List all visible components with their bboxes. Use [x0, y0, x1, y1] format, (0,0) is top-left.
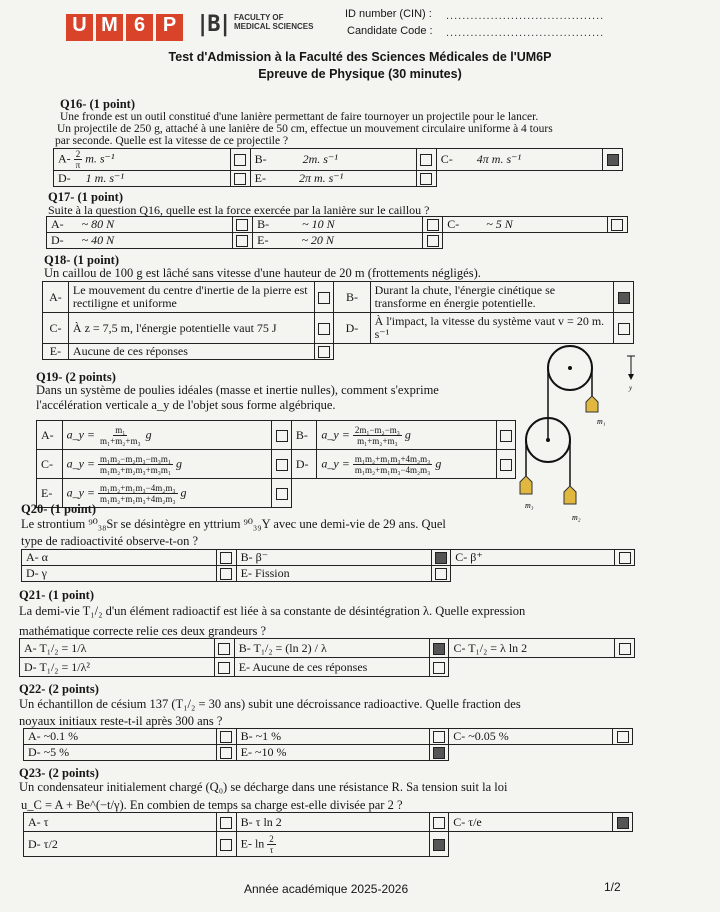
q17-checkbox-d[interactable] [232, 233, 252, 249]
q21-header: Q21- (1 point) [19, 588, 94, 602]
candidate-code-field[interactable]: ....................................... [446, 27, 605, 39]
q21-checkbox-d[interactable] [214, 658, 234, 677]
q18-option-b: Durant la chute, l'énergie cinétique se transforme en énergie potentielle. [370, 282, 614, 313]
q23-option-d: D- τ/2 [24, 832, 217, 857]
q16-header: Q16- (1 point) [60, 97, 135, 111]
q19-header: Q19- (2 points) [36, 370, 116, 384]
faculty-name [234, 13, 313, 31]
q23-option-b: B- τ ln 2 [236, 813, 429, 832]
q22-checkbox-b[interactable] [429, 729, 449, 745]
q18-checkbox-b[interactable] [614, 282, 634, 313]
q20-option-d: D- γ [22, 566, 217, 582]
q21-checkbox-c[interactable] [615, 639, 635, 658]
label-y: y [629, 384, 633, 392]
page-number: 1/2 [604, 880, 621, 894]
q22-checkbox-a[interactable] [217, 729, 237, 745]
q21-option-e: E- Aucune de ces réponses [234, 658, 429, 677]
q17-checkbox-b[interactable] [422, 217, 442, 233]
q18-checkbox-c[interactable] [314, 313, 334, 344]
q22-text: Un échantillon de césium 137 (T₁/₂ = 30 ans) subit une décroissance radioactive. Quelle fraction des [19, 697, 521, 711]
q19-text: Dans un système de poulies idéales (masse et inertie nulles), comment s'exprime [36, 383, 439, 397]
q20-option-a: A- α [22, 550, 217, 566]
q22-option-e: E- ~10 % [236, 745, 429, 761]
um6p-logo [66, 14, 186, 41]
mass-m2-icon [564, 486, 576, 504]
q17-checkbox-e[interactable] [422, 233, 442, 249]
q17-header: Q17- (1 point) [48, 190, 123, 204]
q17-option-c: C- ~ 5 N [443, 217, 607, 233]
faculty-line2: MEDICAL SCIENCES [234, 22, 314, 31]
q21-text: La demi-vie T₁/₂ d'un élément radioactif est liée à sa constante de désintégration λ. Quelle expression [19, 604, 526, 618]
q23-header: Q23- (2 points) [19, 766, 99, 780]
q16-checkbox-c[interactable] [603, 149, 623, 171]
q22-answer-table [23, 728, 633, 761]
q18-answer-table: A- Le mouvement du centre d'inertie de la pierre est rectiligne et uniforme B- Durant la chute, l'énergie cinétique se transforme en énergie potentielle. C- À z = 7,5 m, l'énergie potentielle vaut 75 J D- À l'impact, la vitesse du système vaut v = 20 m. s⁻¹ E- Aucune de ces réponses [42, 281, 634, 360]
q16-checkbox-a[interactable] [230, 149, 250, 171]
q20-option-b: B- β⁻ [236, 550, 431, 566]
q16-checkbox-d[interactable] [230, 171, 250, 187]
q16-option-d: D- 1 m. s⁻¹ [54, 171, 231, 187]
q19-checkbox-e[interactable] [272, 479, 291, 508]
q17-option-e: E- ~ 20 N [253, 233, 423, 249]
q18-option-d: À l'impact, la vitesse du système vaut v = 20 m. s⁻¹ [370, 313, 614, 344]
q19-option-e: a_y = $\frac{\text{m₁m₂+m₁m₃−4m₂m₃}}{\text{m₁m₂+m₁m₃+4m₂m₃}}$ g [62, 479, 272, 508]
q18-checkbox-a[interactable] [314, 282, 334, 313]
q20-checkbox-c[interactable] [615, 550, 635, 566]
q19-checkbox-c[interactable] [272, 450, 291, 479]
q21-option-d: D- T₁/₂ = 1/λ² [20, 658, 215, 677]
q19-checkbox-a[interactable] [272, 421, 291, 450]
q18-option-e: Aucune de ces réponses [68, 344, 314, 360]
q23-checkbox-b[interactable] [429, 813, 449, 832]
q21-checkbox-a[interactable] [214, 639, 234, 658]
q23-text: Un condensateur initialement chargé (Q₀) se décharge dans une résistance R. Sa tension suit la loi [19, 780, 508, 794]
faculty-line1: FACULTY OF [234, 13, 284, 22]
q19-option-c: a_y = $\frac{\text{m₁m₂−m₂m₃−m₃m₁}}{\text{m₁m₂+m₂m₃+m₃m₁}}$ g [62, 450, 272, 479]
logo-letter: P [156, 14, 183, 41]
candidate-code-label: Candidate Code : [347, 25, 433, 37]
id-number-label: ID number (CIN) : [345, 8, 432, 20]
q20-option-c: C- β⁺ [451, 550, 615, 566]
q22-option-b: B- ~1 % [236, 729, 429, 745]
q17-option-d: D- ~ 40 N [47, 233, 233, 249]
q18-header: Q18- (1 point) [44, 253, 119, 267]
exam-title: Test d'Admission à la Faculté des Sciences Médicales de l'UM6P [168, 50, 552, 64]
q23-checkbox-a[interactable] [217, 813, 237, 832]
q22-checkbox-d[interactable] [217, 745, 237, 761]
logo-letter: M [96, 14, 123, 41]
q20-text: Le strontium ⁹⁰₃₈Sr se désintègre en yttrium ⁹⁰₃₉Y avec une demi-vie de 29 ans. Quel [21, 517, 446, 531]
y-axis-arrow-icon [628, 374, 634, 380]
q22-option-a: A- ~0.1 % [24, 729, 217, 745]
q17-checkbox-a[interactable] [232, 217, 252, 233]
q18-checkbox-e[interactable] [314, 344, 334, 360]
q16-option-b: B- 2m. s⁻¹ [250, 149, 416, 171]
logo-letter: 6 [126, 14, 153, 41]
faculty-mark: |B| [196, 12, 230, 37]
q17-text: Suite à la question Q16, quelle est la force exercée par la lanière sur le caillou ? [48, 203, 430, 217]
q19-answer-table: A- a_y = $\frac{\text{m₁}}{\text{m₁+m₂+m₃}}$ g B- a_y = $\frac{\text{2m₁−m₂−m₃}}{\text{m₁+m₂+m₃}}$ g C- a_y = $\frac{\text{m₁m₂−m₂m₃−m₃m₁}}{\text{m₁m₂+m₂m₃+m₃m₁}}$ g D- a_y = $\frac{\text{m₁m₂+m₁m₃+4m₂m₃}}{\text{m₁m₂+m₁m₃−4m₂m₃}}$ g E- a_y = $\frac{\text{m₁m₂+m₁m₃−4m₂m₃}}{\text{m₁m₂+m₁m₃+4m₂m₃}}$ g [36, 420, 516, 508]
q20-header: Q20- (1 point) [21, 502, 96, 516]
id-number-field[interactable]: ....................................... [446, 10, 605, 22]
q23-checkbox-d[interactable] [217, 832, 237, 857]
q16-text: Une fronde est un outil constitué d'une lanière permettant de faire tournoyer un projectile pour le lancer. [60, 111, 539, 123]
q23-checkbox-c[interactable] [613, 813, 633, 832]
q16-option-e: E- 2π m. s⁻¹ [250, 171, 416, 187]
q23-answer-table [23, 812, 633, 857]
q18-option-a: Le mouvement du centre d'inertie de la pierre est rectiligne et uniforme [68, 282, 314, 313]
q20-text: type de radioactivité observe-t-on ? [21, 534, 199, 548]
q23-option-c: C- τ/e [449, 813, 613, 832]
mass-m1-icon [586, 396, 598, 412]
q17-checkbox-c[interactable] [607, 217, 627, 233]
q21-option-b: B- T₁/₂ = (ln 2) / λ [234, 639, 429, 658]
q22-checkbox-e[interactable] [429, 745, 449, 761]
q21-checkbox-e[interactable] [429, 658, 449, 677]
q22-option-c: C- ~0.05 % [449, 729, 613, 745]
q23-text: u_C = A + Be^(−t/γ). En combien de temps sa charge est-elle divisée par 2 ? [21, 798, 403, 812]
logo-letter: U [66, 14, 93, 41]
q16-checkbox-e[interactable] [416, 171, 436, 187]
q19-text: l'accélération verticale a_y de l'objet sous forme algébrique. [36, 398, 336, 412]
q22-checkbox-c[interactable] [613, 729, 633, 745]
q20-checkbox-b[interactable] [431, 550, 451, 566]
exam-subtitle: Epreuve de Physique (30 minutes) [258, 67, 462, 81]
q19-option-d: a_y = $\frac{\text{m₁m₂+m₁m₃+4m₂m₃}}{\text{m₁m₂+m₁m₃−4m₂m₃}}$ g [317, 450, 496, 479]
q18-text: Un caillou de 100 g est lâché sans vitesse d'une hauteur de 20 m (frottements négligés). [44, 266, 481, 280]
q23-option-a: A- τ [24, 813, 217, 832]
q16-answer-table [53, 148, 623, 187]
q20-checkbox-d[interactable] [217, 566, 237, 582]
mass-m3-icon [520, 476, 532, 494]
q19-option-a: a_y = $\frac{\text{m₁}}{\text{m₁+m₂+m₃}}$ g [62, 421, 272, 450]
q22-text: noyaux initiaux reste-t-il après 300 ans ? [19, 714, 223, 728]
academic-year: Année académique 2025-2026 [244, 882, 409, 896]
q20-checkbox-a[interactable] [217, 550, 237, 566]
q17-answer-table [46, 216, 628, 249]
q16-option-a: A- $\frac{2}{\pi}$ m. s⁻¹ [54, 149, 231, 171]
q23-option-e: E- ln $\frac{2}{\tau}$ [236, 832, 429, 857]
q22-header: Q22- (2 points) [19, 682, 99, 696]
q19-checkbox-b[interactable] [496, 421, 515, 450]
q21-option-a: A- T₁/₂ = 1/λ [20, 639, 215, 658]
q16-text: par seconde. Quelle est la vitesse de ce projectile ? [55, 135, 289, 147]
q20-checkbox-e[interactable] [431, 566, 451, 582]
q21-text: mathématique correcte relie ces deux grandeurs ? [19, 624, 267, 638]
q21-option-c: C- T₁/₂ = λ ln 2 [449, 639, 615, 658]
q21-checkbox-b[interactable] [429, 639, 449, 658]
q21-answer-table [19, 638, 635, 677]
q23-checkbox-e[interactable] [429, 832, 449, 857]
q18-option-c: À z = 7,5 m, l'énergie potentielle vaut 75 J [68, 313, 314, 344]
q16-option-c: C- 4π m. s⁻¹ [436, 149, 602, 171]
q17-option-a: A- ~ 80 N [47, 217, 233, 233]
pulley-diagram [515, 340, 675, 530]
q22-option-d: D- ~5 % [24, 745, 217, 761]
q18-checkbox-d[interactable] [614, 313, 634, 344]
label-m2: m₂ [572, 513, 581, 522]
q16-checkbox-b[interactable] [416, 149, 436, 171]
q20-option-e: E- Fission [236, 566, 431, 582]
q19-option-b: a_y = $\frac{\text{2m₁−m₂−m₃}}{\text{m₁+m₂+m₃}}$ g [317, 421, 496, 450]
q17-option-b: B- ~ 10 N [253, 217, 423, 233]
q19-checkbox-d[interactable] [496, 450, 515, 479]
label-m1: m₁ [597, 417, 606, 426]
q20-answer-table [21, 549, 635, 582]
label-m3: m₃ [525, 501, 534, 510]
q16-text: Un projectile de 250 g, attaché à une lanière de 50 cm, effectue un mouvement circulaire uniforme à 4 tours [57, 123, 553, 135]
